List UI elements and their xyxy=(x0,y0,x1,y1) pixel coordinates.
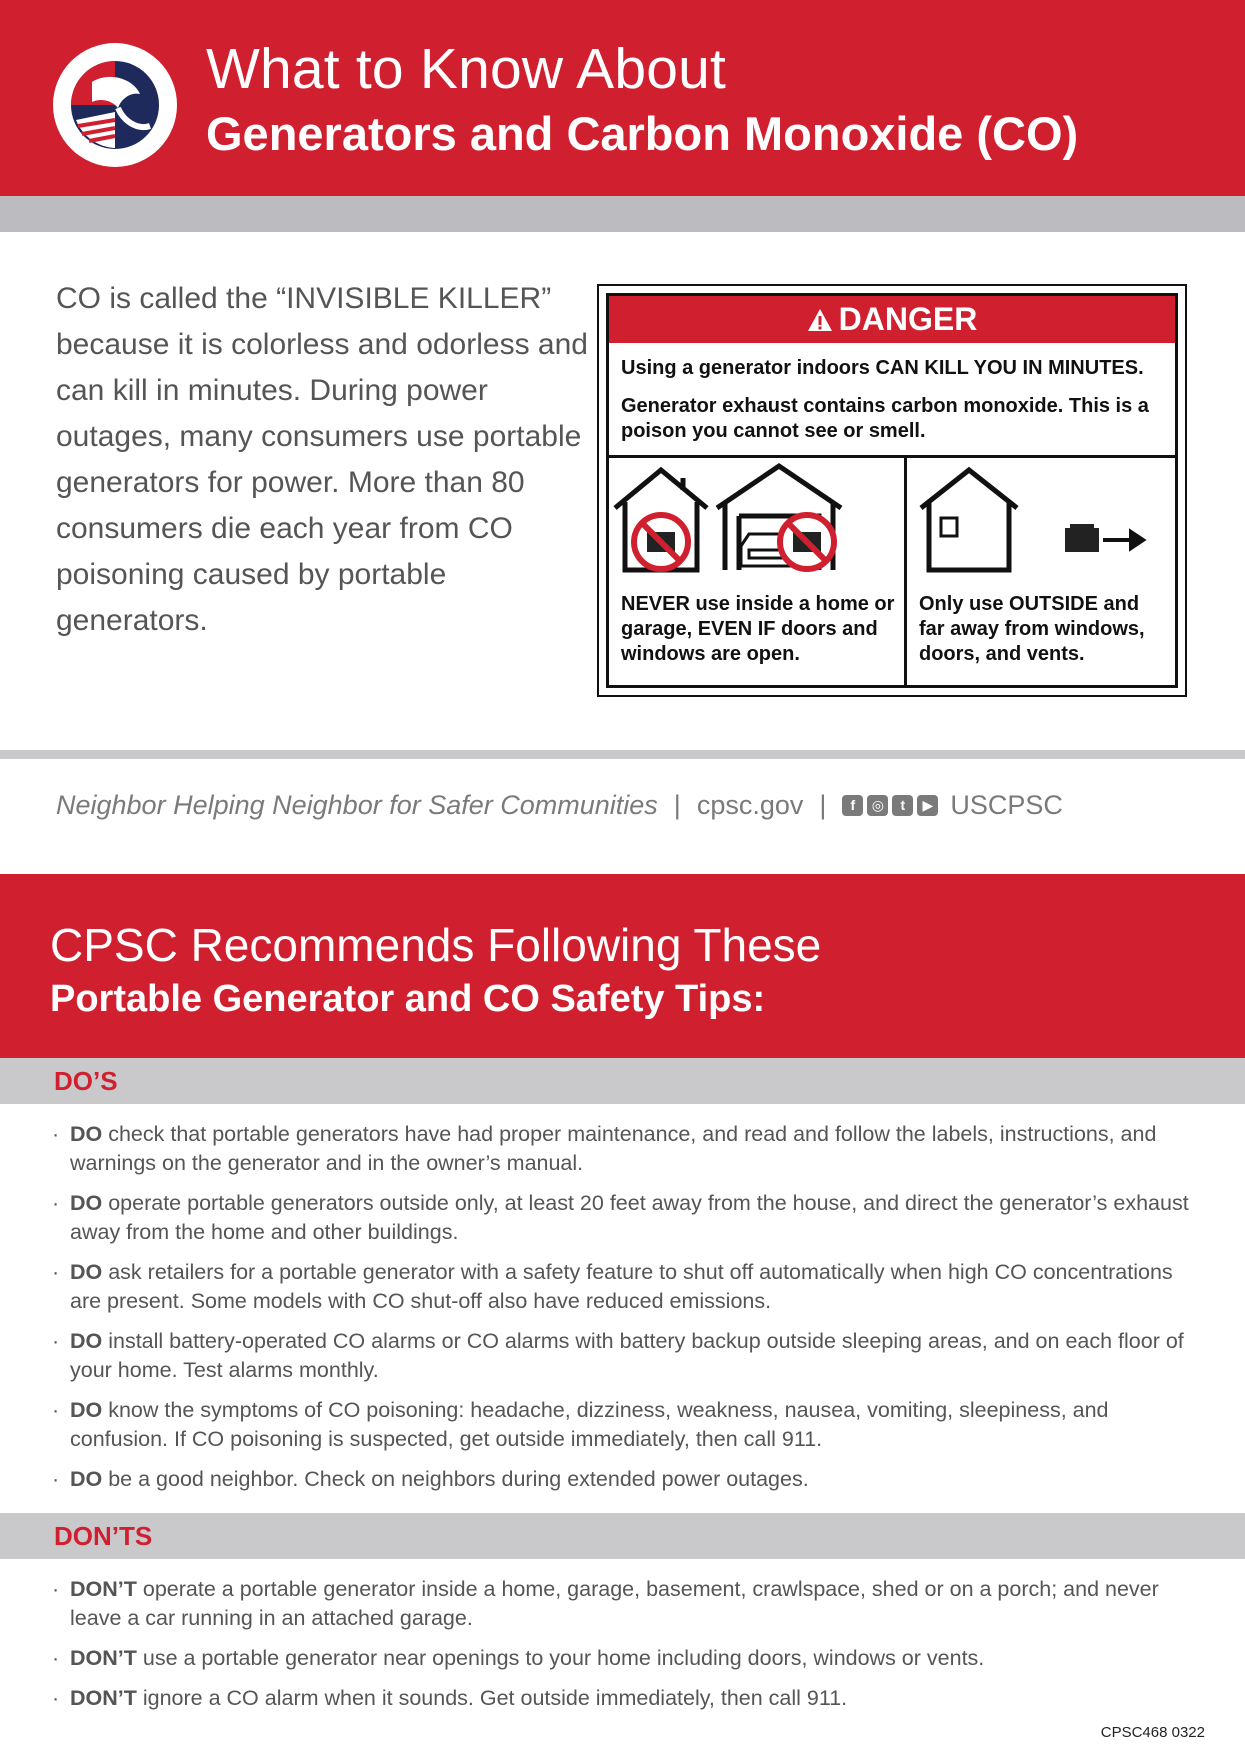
instagram-icon[interactable]: ◎ xyxy=(867,795,888,816)
donts-item: · DON’T use a portable generator near openings to your home including doors, windows or vents. xyxy=(52,1646,985,1670)
header-banner xyxy=(0,0,1245,196)
dos-item: · DO ask retailers for a portable generator with a safety feature to shut off automatically when high CO concentrations are present. Some models with CO shut-off also have reduced emissions. xyxy=(52,1260,1173,1313)
recommendations-title-line1: CPSC Recommends Following These xyxy=(50,919,822,971)
outside-only-pictogram xyxy=(907,458,1173,588)
no-generator-icon xyxy=(634,515,688,569)
website-link[interactable]: cpsc.gov xyxy=(696,790,804,820)
dos-heading: DO’S xyxy=(54,1066,118,1096)
section-divider xyxy=(0,750,1245,759)
dos-item: · DO check that portable generators have had proper maintenance, and read and follow the labels, instructions, and warnings on the generator and in the owner’s manual. xyxy=(52,1122,1157,1175)
recommendations-title-line2: Portable Generator and CO Safety Tips: xyxy=(50,978,766,1020)
danger-statement xyxy=(621,356,1165,457)
generator-icon xyxy=(1065,524,1099,552)
tagline-bar xyxy=(56,790,1063,821)
intro-paragraph: CO is called the “INVISIBLE KILLER” because it is colorless and odorless and can kill in minutes. During power outages, many consumers use portable generators for power. More than 80 consumers die each year from CO poisoning caused by portable generators. xyxy=(56,282,588,637)
dos-item: · DO know the symptoms of CO poisoning: headache, dizziness, weakness, nausea, vomiting, sleepiness, and confusion. If CO poisoning is suspected, get outside immediately, then call 911. xyxy=(52,1398,1109,1451)
danger-line-2: Generator exhaust contains carbon monoxide. This is a poison you cannot see or smell. xyxy=(621,395,1149,442)
danger-line-1: Using a generator indoors CAN KILL YOU IN MINUTES. xyxy=(621,357,1144,379)
dos-item: · DO be a good neighbor. Check on neighbors during extended power outages. xyxy=(52,1467,809,1491)
arrow-right-icon xyxy=(1103,532,1143,548)
house-icon xyxy=(921,470,1017,570)
separator: | xyxy=(673,790,681,820)
recommendations-banner xyxy=(0,874,1245,1058)
donts-heading: DON’TS xyxy=(54,1521,153,1551)
danger-label xyxy=(597,284,1187,697)
page-title-line1: What to Know About xyxy=(206,37,727,101)
document-code: CPSC468 0322 xyxy=(1100,1724,1205,1741)
dos-header xyxy=(0,1058,1245,1104)
donts-list xyxy=(52,1575,1202,1724)
tagline: Neighbor Helping Neighbor for Safer Communities xyxy=(56,790,658,820)
dos-item: · DO install battery-operated CO alarms or CO alarms with battery backup outside sleeping areas, and on each floor of your home. Test alarms monthly. xyxy=(52,1329,1184,1382)
dos-item: · DO operate portable generators outside only, at least 20 feet away from the house, and direct the generator’s exhaust away from the home and other buildings. xyxy=(52,1191,1189,1244)
never-indoors-pane xyxy=(609,458,904,685)
outside-only-pane xyxy=(907,458,1175,685)
no-generator-icon xyxy=(780,515,834,569)
outside-only-caption: Only use OUTSIDE and far away from windows, doors, and vents. xyxy=(919,593,1145,665)
social-handle: USCPSC xyxy=(950,790,1063,820)
cpsc-seal-logo xyxy=(52,42,178,168)
donts-item: · DON’T ignore a CO alarm when it sounds. Get outside immediately, then call 911. xyxy=(52,1686,848,1710)
danger-header xyxy=(609,296,1175,343)
danger-label-inner xyxy=(606,293,1178,688)
facebook-icon[interactable]: f xyxy=(842,795,863,816)
header-divider-band xyxy=(0,196,1245,232)
dos-list xyxy=(52,1120,1202,1505)
never-indoors-pictogram xyxy=(609,458,904,588)
danger-heading: DANGER xyxy=(838,301,978,337)
youtube-icon[interactable]: ▶ xyxy=(917,795,938,816)
warning-triangle-icon xyxy=(807,308,833,332)
page-title-line2: Generators and Carbon Monoxide (CO) xyxy=(206,107,1079,160)
never-indoors-caption: NEVER use inside a home or garage, EVEN IF doors and windows are open. xyxy=(621,593,895,665)
donts-item: · DON’T operate a portable generator inside a home, garage, basement, crawlspace, shed or on a porch; and never leave a car running in an attached garage. xyxy=(52,1577,1159,1630)
social-icons xyxy=(842,795,938,816)
donts-header xyxy=(0,1513,1245,1559)
twitter-icon[interactable]: t xyxy=(892,795,913,816)
separator: | xyxy=(819,790,827,820)
